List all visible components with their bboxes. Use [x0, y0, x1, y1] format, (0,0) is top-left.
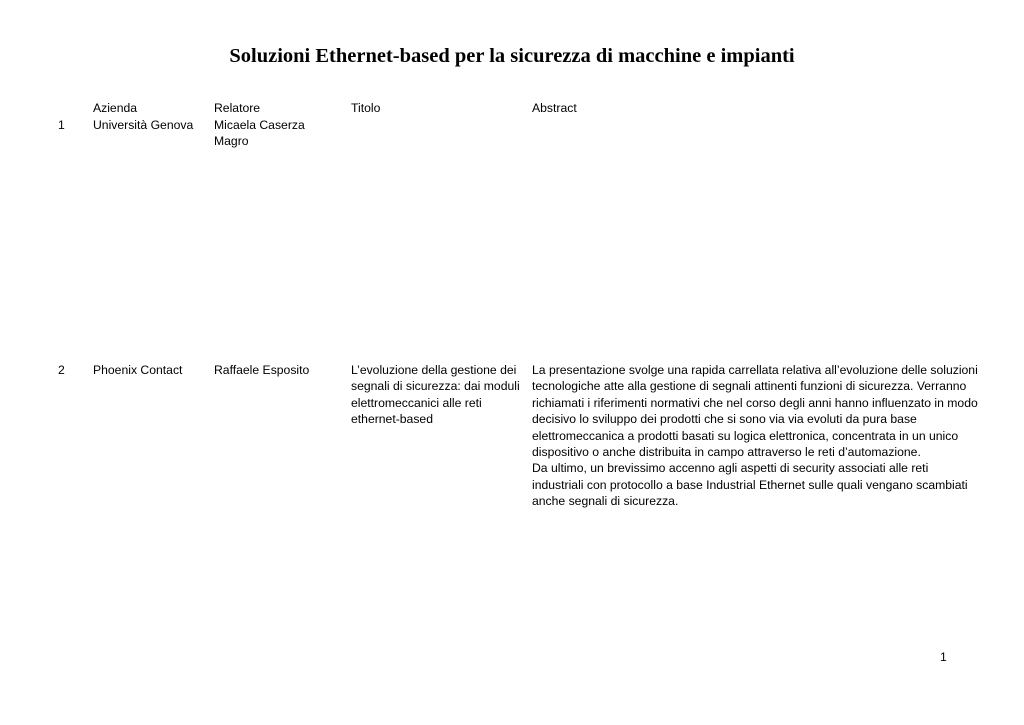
row-2-azienda: Phoenix Contact	[93, 363, 183, 377]
row-1-azienda: Università Genova	[93, 118, 194, 132]
row-1-number: 1	[58, 118, 65, 132]
row-2-relatore: Raffaele Esposito	[214, 363, 310, 377]
row-2-abstract	[532, 362, 980, 510]
row-1-relatore: Micaela Caserza Magro	[214, 118, 305, 149]
row-2-abstract-paragraph-1: La presentazione svolge una rapida carrellata relativa all’evoluzione delle soluzioni tecnologiche atte alla gestione di segnali attinenti funzioni di sicurezza. Verranno richiamati i riferimenti normativi che nel corso degli anni hanno influenzato in modo decisivo lo sviluppo dei prodotti che si sono via via evoluti da pura base elettromeccanica a prodotti basati su logica elettronica, concentrata in un unico dispositivo o anche distribuita in campo attraverso le reti d’automazione.	[532, 363, 978, 460]
row-2-number: 2	[58, 363, 65, 377]
row-2-titolo: L’evoluzione della gestione dei segnali di sicurezza: dai moduli elettromeccanici alle reti ethernet-based	[351, 363, 520, 427]
header-azienda: Azienda	[93, 101, 138, 115]
header-abstract: Abstract	[532, 101, 577, 115]
header-relatore: Relatore	[214, 101, 261, 115]
page-number: 1	[940, 650, 947, 664]
document-title: Soluzioni Ethernet-based per la sicurezza di macchine e impianti	[229, 45, 795, 67]
header-titolo: Titolo	[351, 101, 381, 115]
row-2-abstract-paragraph-2: Da ultimo, un brevissimo accenno agli aspetti di security associati alle reti industriali con protocollo a base Industrial Ethernet sulle quali vengano scambiati anche segnali di sicurezza.	[532, 461, 968, 509]
